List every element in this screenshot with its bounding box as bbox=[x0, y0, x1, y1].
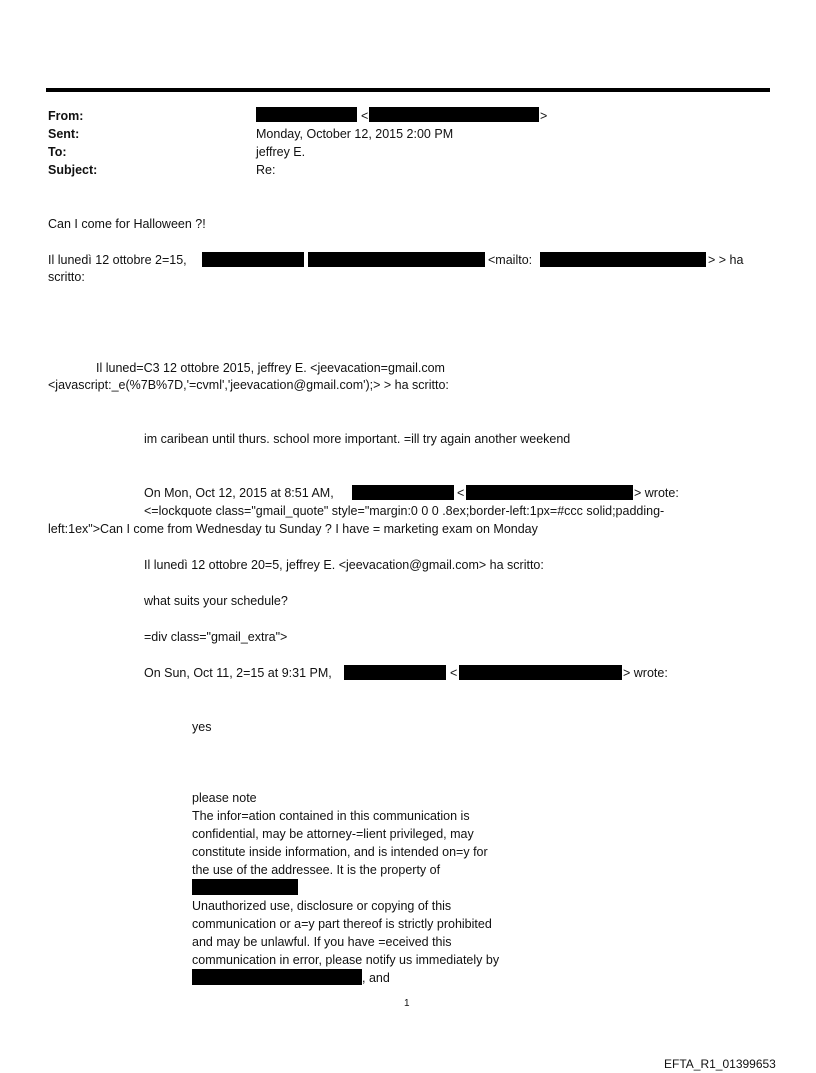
body-line-2b: <mailto: bbox=[488, 253, 533, 267]
body-line-5b: < bbox=[457, 486, 465, 500]
body-line-2c: > > ha bbox=[708, 253, 744, 267]
page-number: 1 bbox=[404, 998, 410, 1009]
note-line-6: Unauthorized use, disclosure or copying of this bbox=[192, 899, 452, 913]
redacted-mailto bbox=[540, 252, 706, 267]
from-lt: < bbox=[361, 109, 369, 123]
redacted-sender-name bbox=[256, 107, 357, 122]
to-value: jeffrey E. bbox=[256, 145, 306, 159]
body-line-5d: <=lockquote class="gmail_quote" style="margin:0 0 0 .8ex;border-left:1px=#ccc solid;padding- bbox=[144, 504, 665, 518]
body-line-9a: On Sun, Oct 11, 2=15 at 9:31 PM, bbox=[144, 666, 332, 680]
subject-label: Subject: bbox=[48, 163, 98, 177]
note-line-9: communication in error, please notify us immediately by bbox=[192, 953, 500, 967]
redacted-sender-email bbox=[369, 107, 539, 122]
body-line-9c: > wrote: bbox=[623, 666, 668, 680]
redacted-name-1 bbox=[202, 252, 304, 267]
body-line-9b: < bbox=[450, 666, 458, 680]
document-id: EFTA_R1_01399653 bbox=[664, 1057, 776, 1071]
redacted-contact bbox=[192, 969, 362, 985]
note-line-3: confidential, may be attorney-=lient privileged, may bbox=[192, 827, 474, 841]
redacted-name-4 bbox=[344, 665, 446, 680]
note-line-8: and may be unlawful. If you have =eceived this bbox=[192, 935, 452, 949]
note-line-1: please note bbox=[192, 791, 257, 805]
body-line-4: im caribean until thurs. school more important. =ill try again another weekend bbox=[144, 432, 571, 446]
body-line-5e: left:1ex">Can I come from Wednesday tu Sunday ? I have = marketing exam on Monday bbox=[48, 522, 538, 536]
note-line-2: The infor=ation contained in this communication is bbox=[192, 809, 470, 823]
from-gt: > bbox=[540, 109, 548, 123]
from-label: From: bbox=[48, 109, 84, 123]
redacted-email-4 bbox=[459, 665, 622, 680]
body-line-1: Can I come for Halloween ?! bbox=[48, 217, 206, 231]
redacted-company bbox=[192, 879, 298, 895]
redacted-name-3 bbox=[352, 485, 454, 500]
body-line-2d: scritto: bbox=[48, 270, 85, 284]
body-line-7: what suits your schedule? bbox=[144, 594, 288, 608]
header-rule bbox=[46, 88, 770, 92]
note-line-4: constitute inside information, and is intended on=y for bbox=[192, 845, 488, 859]
to-label: To: bbox=[48, 145, 67, 159]
redacted-name-2 bbox=[308, 252, 485, 267]
note-line-10: , and bbox=[362, 971, 390, 985]
subject-value: Re: bbox=[256, 163, 276, 177]
body-line-5c: > wrote: bbox=[634, 486, 679, 500]
sent-value: Monday, October 12, 2015 2:00 PM bbox=[256, 127, 454, 141]
body-line-8: =div class="gmail_extra"> bbox=[144, 630, 288, 644]
body-line-2a: Il lunedì 12 ottobre 2=15, bbox=[48, 253, 187, 267]
body-line-6: Il lunedì 12 ottobre 20=5, jeffrey E. <jeevacation@gmail.com> ha scritto: bbox=[144, 558, 544, 572]
note-line-7: communication or a=y part thereof is strictly prohibited bbox=[192, 917, 492, 931]
body-line-5a: On Mon, Oct 12, 2015 at 8:51 AM, bbox=[144, 486, 334, 500]
note-line-5: the use of the addressee. It is the property of bbox=[192, 863, 441, 877]
redacted-email-3 bbox=[466, 485, 633, 500]
body-line-10: yes bbox=[192, 720, 212, 734]
body-line-3a: Il luned=C3 12 ottobre 2015, jeffrey E. <jeevacation=gmail.com bbox=[96, 361, 445, 375]
body-line-3b: <javascript:_e(%7B%7D,'=cvml','jeevacation@gmail.com');> > ha scritto: bbox=[48, 378, 449, 392]
sent-label: Sent: bbox=[48, 127, 80, 141]
